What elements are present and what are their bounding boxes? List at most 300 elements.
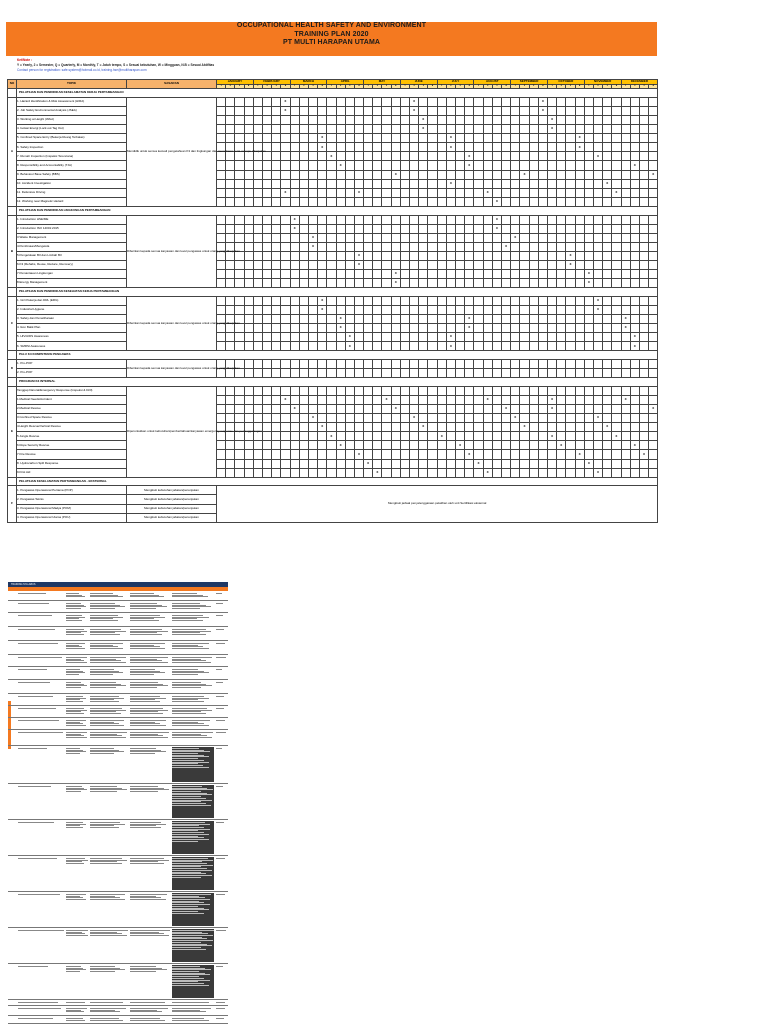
schedule-cell: [465, 395, 474, 404]
schedule-cell: [465, 170, 474, 179]
schedule-cell: [603, 386, 612, 395]
training-target: Mengikuti kebutuhan jabatan/penunjukan: [127, 486, 217, 495]
schedule-cell: [639, 197, 648, 206]
schedule-cell: [364, 395, 373, 404]
syllabus-cell: [216, 695, 226, 704]
schedule-cell: [437, 441, 446, 450]
schedule-cell: X: [612, 188, 621, 197]
schedule-cell: [391, 251, 400, 260]
schedule-cell: [529, 97, 538, 106]
schedule-cell: [630, 315, 639, 324]
schedule-cell: [400, 270, 409, 279]
syllabus-cell: [90, 731, 128, 744]
schedule-cell: [575, 342, 584, 351]
schedule-cell: [575, 369, 584, 378]
schedule-cell: [262, 279, 271, 288]
schedule-cell: [612, 97, 621, 106]
schedule-cell: [428, 197, 437, 206]
schedule-cell: [593, 143, 602, 152]
schedule-cell: [529, 296, 538, 305]
schedule-cell: [382, 143, 391, 152]
schedule-cell: [520, 468, 529, 477]
schedule-cell: [410, 134, 419, 143]
schedule-cell: [465, 279, 474, 288]
schedule-cell: [455, 97, 464, 106]
schedule-cell: [511, 152, 520, 161]
week-header: 4: [281, 84, 290, 89]
schedule-cell: [511, 459, 520, 468]
training-name: 5.Pengelolaan B3 dan Limbah B3: [17, 251, 127, 260]
schedule-cell: [575, 242, 584, 251]
schedule-cell: [612, 324, 621, 333]
schedule-cell: [308, 360, 317, 369]
schedule-cell: [253, 404, 262, 413]
schedule-cell: [621, 188, 630, 197]
schedule-cell: [437, 342, 446, 351]
schedule-cell: [290, 386, 299, 395]
schedule-cell: [474, 224, 483, 233]
schedule-cell: [483, 152, 492, 161]
schedule-cell: [272, 423, 281, 432]
schedule-cell: [428, 279, 437, 288]
schedule-cell: X: [621, 324, 630, 333]
training-row: [8, 143, 658, 152]
syllabus-cell: [130, 719, 170, 728]
schedule-cell: [557, 97, 566, 106]
schedule-cell: [290, 197, 299, 206]
schedule-cell: [308, 333, 317, 342]
schedule-cell: [262, 170, 271, 179]
schedule-cell: [575, 179, 584, 188]
schedule-cell: [345, 170, 354, 179]
schedule-cell: X: [575, 450, 584, 459]
schedule-cell: [621, 468, 630, 477]
schedule-cell: [593, 360, 602, 369]
training-row: [8, 115, 658, 124]
schedule-cell: [354, 333, 363, 342]
schedule-cell: X: [419, 423, 428, 432]
schedule-cell: [272, 179, 281, 188]
schedule-cell: [520, 188, 529, 197]
schedule-cell: [538, 125, 547, 134]
schedule-cell: [547, 315, 556, 324]
schedule-cell: [566, 134, 575, 143]
schedule-cell: [511, 296, 520, 305]
schedule-cell: [501, 152, 510, 161]
week-header: 3: [308, 84, 317, 89]
schedule-cell: [373, 279, 382, 288]
schedule-cell: [649, 441, 658, 450]
schedule-cell: [437, 224, 446, 233]
week-header: 1: [290, 84, 299, 89]
schedule-cell: [465, 423, 474, 432]
schedule-cell: [501, 106, 510, 115]
syllabus-row: [8, 591, 228, 601]
section-title: PROGRAM K3 INTERNAL: [17, 378, 658, 387]
schedule-cell: [262, 242, 271, 251]
schedule-cell: [253, 450, 262, 459]
schedule-cell: [511, 215, 520, 224]
schedule-cell: X: [603, 179, 612, 188]
schedule-cell: [410, 296, 419, 305]
schedule-cell: [345, 324, 354, 333]
schedule-cell: [474, 324, 483, 333]
schedule-cell: [226, 270, 235, 279]
schedule-cell: [382, 296, 391, 305]
schedule-cell: [612, 279, 621, 288]
schedule-cell: [501, 260, 510, 269]
schedule-cell: [318, 115, 327, 124]
schedule-cell: [428, 143, 437, 152]
schedule-cell: [327, 369, 336, 378]
schedule-cell: [226, 441, 235, 450]
schedule-cell: [253, 315, 262, 324]
schedule-cell: [630, 233, 639, 242]
schedule-cell: [336, 143, 345, 152]
schedule-cell: [547, 279, 556, 288]
schedule-cell: [226, 106, 235, 115]
syllabus-cell: [172, 857, 214, 890]
schedule-cell: [272, 215, 281, 224]
schedule-cell: [520, 342, 529, 351]
schedule-cell: [584, 106, 593, 115]
schedule-cell: [272, 404, 281, 413]
schedule-cell: [262, 305, 271, 314]
schedule-cell: [290, 143, 299, 152]
training-name: 1. Pro-POP: [17, 360, 127, 369]
schedule-cell: [299, 296, 308, 305]
schedule-cell: [639, 386, 648, 395]
schedule-cell: [501, 188, 510, 197]
section-target: Mendidik untuk semua kecuali pengetahuan K3 dan lingkungan dan memahami serta mampu dikerjakan: [127, 97, 217, 206]
schedule-cell: [235, 441, 244, 450]
schedule-cell: [419, 441, 428, 450]
schedule-cell: [501, 468, 510, 477]
schedule-cell: [262, 386, 271, 395]
schedule-cell: [235, 152, 244, 161]
schedule-cell: [400, 315, 409, 324]
schedule-cell: [455, 404, 464, 413]
schedule-cell: [382, 342, 391, 351]
schedule-cell: [492, 324, 501, 333]
schedule-cell: [520, 432, 529, 441]
schedule-cell: X: [336, 161, 345, 170]
schedule-cell: [621, 270, 630, 279]
schedule-cell: [226, 395, 235, 404]
schedule-cell: [299, 369, 308, 378]
training-row: [8, 423, 658, 432]
schedule-cell: [455, 270, 464, 279]
schedule-cell: [575, 324, 584, 333]
schedule-cell: [262, 106, 271, 115]
syllabus-cell: [90, 668, 128, 678]
schedule-cell: [364, 315, 373, 324]
schedule-cell: [299, 333, 308, 342]
syllabus-cell: [18, 747, 64, 782]
week-header: 1: [547, 84, 556, 89]
schedule-cell: [354, 324, 363, 333]
schedule-cell: [345, 143, 354, 152]
schedule-cell: [235, 342, 244, 351]
week-header: 1: [437, 84, 446, 89]
schedule-cell: [336, 115, 345, 124]
syllabus-row: [8, 856, 228, 892]
schedule-cell: [612, 179, 621, 188]
schedule-cell: [455, 170, 464, 179]
schedule-cell: [391, 179, 400, 188]
schedule-cell: [345, 468, 354, 477]
schedule-cell: [630, 115, 639, 124]
schedule-cell: X: [281, 106, 290, 115]
schedule-cell: [428, 315, 437, 324]
schedule-cell: [345, 134, 354, 143]
schedule-cell: [217, 97, 226, 106]
schedule-cell: [492, 450, 501, 459]
schedule-cell: [511, 134, 520, 143]
training-row: [8, 188, 658, 197]
training-row: [8, 242, 658, 251]
schedule-cell: [373, 242, 382, 251]
schedule-cell: [649, 369, 658, 378]
syllabus-row: [8, 667, 228, 680]
training-row: [8, 450, 658, 459]
schedule-cell: [318, 360, 327, 369]
schedule-cell: [630, 360, 639, 369]
schedule-cell: [621, 152, 630, 161]
schedule-cell: [419, 233, 428, 242]
month-header: DECEMBER: [621, 80, 658, 85]
schedule-cell: [253, 242, 262, 251]
schedule-cell: [308, 270, 317, 279]
schedule-cell: [529, 450, 538, 459]
schedule-cell: X: [437, 432, 446, 441]
syllabus-cell: [130, 731, 170, 744]
schedule-cell: [318, 242, 327, 251]
month-header: NOVEMBER: [584, 80, 621, 85]
month-header: FEBRUARY: [253, 80, 290, 85]
schedule-cell: [400, 215, 409, 224]
schedule-cell: [649, 233, 658, 242]
schedule-cell: [272, 369, 281, 378]
schedule-cell: [630, 395, 639, 404]
schedule-cell: [419, 468, 428, 477]
schedule-cell: X: [465, 161, 474, 170]
schedule-cell: [281, 342, 290, 351]
training-name: 2. Industrial Hygiene: [17, 305, 127, 314]
syllabus-cell: [172, 681, 214, 692]
schedule-cell: [364, 270, 373, 279]
schedule-cell: [455, 279, 464, 288]
schedule-cell: [410, 197, 419, 206]
schedule-cell: [538, 468, 547, 477]
schedule-cell: [639, 170, 648, 179]
schedule-cell: [511, 324, 520, 333]
schedule-cell: [446, 360, 455, 369]
schedule-cell: [391, 188, 400, 197]
schedule-cell: [299, 106, 308, 115]
schedule-cell: [575, 106, 584, 115]
schedule-cell: [520, 242, 529, 251]
schedule-cell: [318, 404, 327, 413]
schedule-cell: [520, 450, 529, 459]
week-header: 3: [235, 84, 244, 89]
schedule-cell: X: [354, 260, 363, 269]
schedule-cell: X: [290, 224, 299, 233]
schedule-cell: [437, 459, 446, 468]
schedule-cell: [336, 260, 345, 269]
schedule-cell: X: [327, 432, 336, 441]
schedule-cell: [391, 432, 400, 441]
week-header: 2: [557, 84, 566, 89]
schedule-cell: [373, 441, 382, 450]
schedule-cell: [345, 224, 354, 233]
schedule-cell: [419, 179, 428, 188]
schedule-cell: [244, 468, 253, 477]
schedule-cell: [511, 179, 520, 188]
schedule-cell: [327, 333, 336, 342]
schedule-cell: [272, 342, 281, 351]
schedule-cell: X: [364, 459, 373, 468]
schedule-cell: [327, 143, 336, 152]
schedule-cell: [501, 143, 510, 152]
schedule-cell: [354, 125, 363, 134]
syllabus-cell: [11, 656, 17, 665]
schedule-cell: [547, 152, 556, 161]
schedule-cell: [391, 106, 400, 115]
schedule-cell: [529, 414, 538, 423]
schedule-cell: X: [520, 423, 529, 432]
schedule-cell: [253, 161, 262, 170]
schedule-cell: [511, 251, 520, 260]
schedule-cell: [428, 432, 437, 441]
schedule-cell: [529, 179, 538, 188]
schedule-cell: [428, 395, 437, 404]
schedule-cell: [566, 315, 575, 324]
schedule-cell: [520, 404, 529, 413]
schedule-cell: [474, 97, 483, 106]
schedule-cell: [474, 152, 483, 161]
schedule-cell: [639, 106, 648, 115]
schedule-cell: [649, 143, 658, 152]
schedule-cell: X: [593, 305, 602, 314]
schedule-cell: [419, 279, 428, 288]
schedule-cell: [308, 161, 317, 170]
schedule-cell: [419, 97, 428, 106]
section-row: [8, 351, 658, 360]
schedule-cell: [299, 279, 308, 288]
schedule-cell: [630, 432, 639, 441]
schedule-cell: [327, 386, 336, 395]
week-header: 1: [621, 84, 630, 89]
schedule-cell: [437, 386, 446, 395]
schedule-cell: [410, 386, 419, 395]
schedule-cell: [603, 279, 612, 288]
schedule-cell: [327, 450, 336, 459]
schedule-cell: [483, 296, 492, 305]
schedule-cell: [281, 279, 290, 288]
syllabus-cell: [130, 592, 170, 599]
week-header: 3: [272, 84, 281, 89]
schedule-cell: [262, 115, 271, 124]
schedule-cell: [253, 279, 262, 288]
schedule-cell: [612, 134, 621, 143]
schedule-cell: [400, 296, 409, 305]
week-header: 4: [538, 84, 547, 89]
schedule-cell: [547, 324, 556, 333]
schedule-cell: [354, 270, 363, 279]
section-row: [8, 206, 658, 215]
schedule-cell: [400, 395, 409, 404]
syllabus-cell: [66, 602, 88, 611]
syllabus-cell: [172, 929, 214, 962]
syllabus-cell: [130, 707, 170, 716]
schedule-cell: [308, 106, 317, 115]
schedule-cell: [290, 260, 299, 269]
schedule-cell: [529, 233, 538, 242]
schedule-cell: X: [345, 333, 354, 342]
schedule-cell: [639, 404, 648, 413]
schedule-cell: [584, 170, 593, 179]
schedule-cell: [410, 395, 419, 404]
schedule-cell: [226, 342, 235, 351]
schedule-cell: [639, 125, 648, 134]
syllabus-cell: [172, 642, 214, 653]
schedule-cell: [566, 143, 575, 152]
schedule-cell: [465, 441, 474, 450]
schedule-cell: [649, 197, 658, 206]
schedule-cell: [446, 197, 455, 206]
schedule-cell: [492, 315, 501, 324]
schedule-cell: [382, 115, 391, 124]
week-header: 4: [318, 84, 327, 89]
schedule-cell: [612, 404, 621, 413]
schedule-cell: [364, 441, 373, 450]
schedule-cell: [336, 125, 345, 134]
schedule-cell: [455, 296, 464, 305]
schedule-cell: [492, 414, 501, 423]
schedule-cell: [336, 224, 345, 233]
schedule-cell: [253, 459, 262, 468]
schedule-cell: [410, 324, 419, 333]
schedule-cell: [547, 197, 556, 206]
schedule-cell: [345, 233, 354, 242]
schedule-cell: [483, 423, 492, 432]
schedule-cell: [455, 395, 464, 404]
syllabus-cell: [66, 1017, 88, 1022]
schedule-cell: [391, 441, 400, 450]
schedule-cell: [474, 251, 483, 260]
training-row: [8, 270, 658, 279]
schedule-cell: [501, 432, 510, 441]
schedule-cell: [649, 296, 658, 305]
schedule-cell: [373, 414, 382, 423]
schedule-cell: [649, 224, 658, 233]
schedule-cell: [446, 170, 455, 179]
syllabus-cell: [130, 1001, 170, 1004]
schedule-cell: [235, 270, 244, 279]
schedule-cell: [217, 115, 226, 124]
schedule-cell: X: [584, 270, 593, 279]
syllabus-cell: [172, 628, 214, 639]
schedule-cell: [603, 315, 612, 324]
schedule-cell: [226, 296, 235, 305]
schedule-cell: [290, 468, 299, 477]
training-row: [8, 152, 658, 161]
schedule-cell: [244, 115, 253, 124]
schedule-cell: [593, 450, 602, 459]
syllabus-cell: [216, 929, 226, 962]
schedule-cell: [391, 197, 400, 206]
